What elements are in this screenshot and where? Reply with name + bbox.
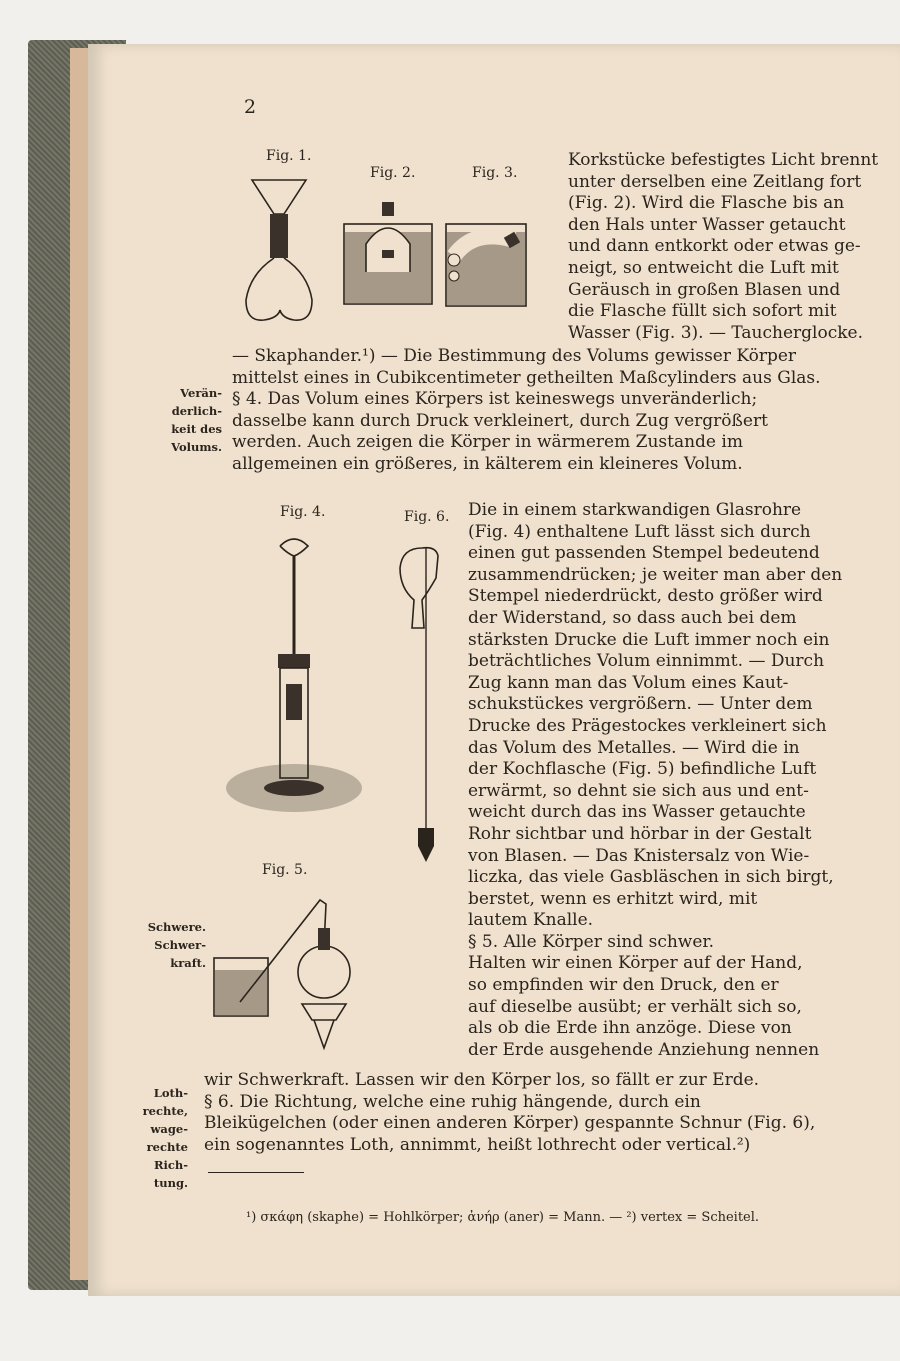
fig1-funnel-flask-illustration: [234, 174, 324, 326]
footnote-rule: [208, 1172, 304, 1173]
text-block-right-column: Die in einem starkwandigen Glasrohre (Fig. 4) enthaltene Luft lässt sich durch einen gut passenden Stempel bedeutend zusammendrücken; je weiter man aber den Stempel niederdrückt, desto größer wird der Widerstand, so dass auch bei dem stärksten Drucke die Luft immer noch ein beträchtliches Volum einnimmt. — Durch Zug kann man das Volum eines Kaut- schukstückes vergrößern. — Unter dem Drucke des Prägestockes verkleinert sich das Volum des Metalles. — Wird die in der Kochflasche (Fig. 5) befindliche Luft erwärmt, so dehnt sie sich aus und ent- weicht durch das ins Wasser getauchte Rohr sichtbar und hörbar in der Gestalt von Blasen. — Das Knistersalz von Wie- liczka, das viele Gasbläschen in sich birgt, berstet, wenn es erhitzt wird, mit lautem Knalle. § 5. Alle Körper sind schwer. Halten wir einen Körper auf der Hand, so empfinden wir den Druck, den er auf dieselbe ausübt; er verhält sich so, als ob die Erde ihn anzöge. Diese von der Erde ausgehende Anziehung nennen: [468, 500, 843, 1060]
fig6-plumb-line-illustration: [392, 538, 462, 874]
fig4-caption: Fig. 4.: [280, 504, 326, 520]
fig5-caption: Fig. 5.: [262, 862, 308, 878]
page-number: 2: [244, 96, 257, 118]
fig6-caption: Fig. 6.: [404, 509, 450, 525]
fig2-bell-jar-candle-illustration: [342, 192, 434, 308]
fig5-heated-flask-illustration: [210, 892, 360, 1052]
margin-note-gravity: Schwere. Schwer- kraft.: [147, 920, 206, 970]
fig3-caption: Fig. 3.: [472, 165, 518, 181]
fig4-compression-cylinder-illustration: [216, 534, 366, 824]
footnote: ¹) σκάφη (skaphe) = Hohlkörper; ἀνήρ (aner) = Mann. — ²) vertex = Scheitel.: [246, 1210, 760, 1225]
text-block-section-4: — Skaphander.¹) — Die Bestimmung des Volums gewisser Körper mittelst eines in Cubikcentimeter getheilten Maßcylinders aus Glas. § 4. Das Volum eines Körpers ist keineswegs unveränderlich; dasselbe kann durch Druck verkleinert, durch Zug vergrößert werden. Auch zeigen die Körper in wärmerem Zustande im allgemeinen ein größeres, in kälterem ein kleineres Volum.: [232, 346, 821, 474]
fig2-caption: Fig. 2.: [370, 165, 416, 181]
margin-note-volume: Verän- derlich- keit des Volums.: [171, 386, 222, 454]
book-page: [88, 44, 900, 1296]
fig1-caption: Fig. 1.: [266, 148, 312, 164]
fig3-tilted-flask-illustration: [444, 220, 528, 310]
margin-note-direction: Loth- rechte, wage- rechte Rich- tung.: [142, 1086, 188, 1190]
text-block-section-6: wir Schwerkraft. Lassen wir den Körper los, so fällt er zur Erde. § 6. Die Richtung, welche eine ruhig hängende, durch ein Bleikügelchen (oder einen anderen Körper) gespannte Schnur (Fig. 6), ein sogenanntes Loth, annimmt, heißt lothrecht oder vertical.²): [204, 1070, 816, 1155]
text-block-upper-right: Korkstücke befestigtes Licht brennt unter derselben eine Zeitlang fort (Fig. 2). Wird die Flasche bis an den Hals unter Wasser getaucht und dann entkorkt oder etwas ge- neigt, so entweicht die Luft mit Geräusch in großen Blasen und die Flasche füllt sich sofort mit Wasser (Fig. 3). — Taucherglocke.: [568, 150, 879, 343]
